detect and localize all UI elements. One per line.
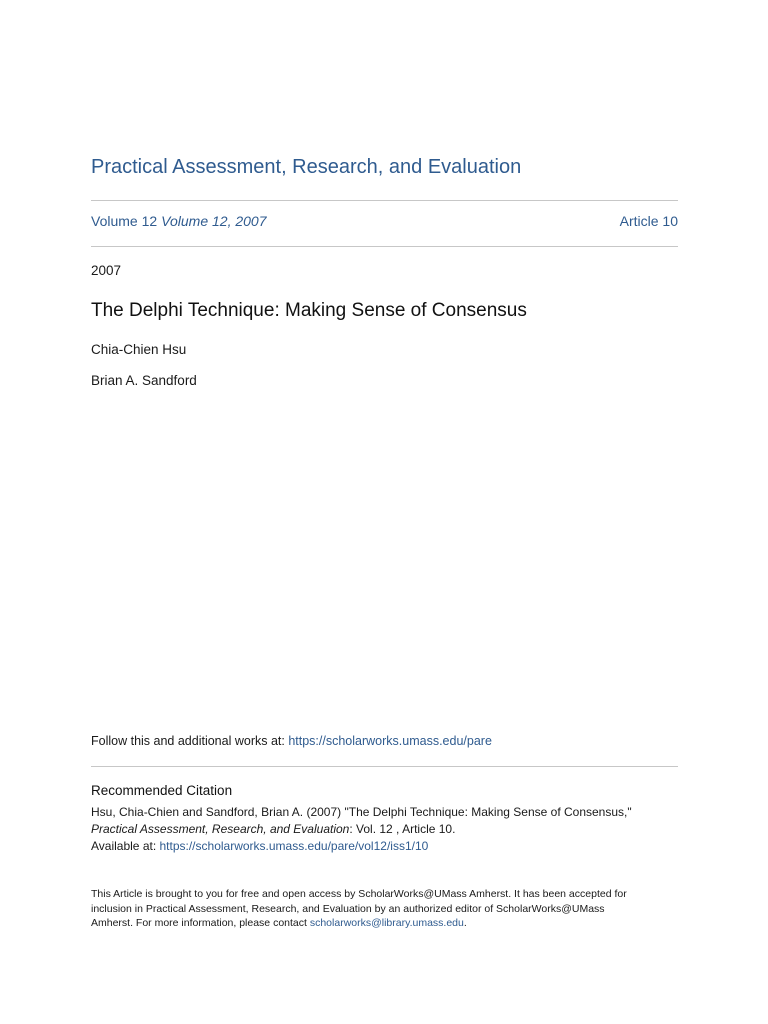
citation-line: Hsu, Chia-Chien and Sandford, Brian A. (2007) "The Delphi Technique: Making Sense of Consensus," [91, 805, 632, 819]
citation-line [91, 821, 678, 838]
article-number-link[interactable]: Article 10 [619, 213, 678, 229]
access-notice [91, 887, 678, 931]
notice-contact-text: Amherst. For more information, please contact [91, 917, 310, 929]
citation-body [91, 804, 678, 855]
author-name: Chia-Chien Hsu [91, 342, 187, 357]
citation-heading: Recommended Citation [91, 783, 233, 798]
available-label: Available at: [91, 839, 160, 853]
citation-volume: : Vol. 12 , Article 10. [349, 822, 456, 836]
follow-text: Follow this and additional works at: [91, 734, 289, 748]
author-name: Brian A. Sandford [91, 373, 197, 388]
available-link[interactable]: https://scholarworks.umass.edu/pare/vol12/iss1/10 [159, 839, 429, 853]
cover-page [91, 0, 678, 1024]
notice-line: inclusion in Practical Assessment, Research, and Evaluation by an authorized editor of ScholarWorks@UMass [91, 902, 605, 915]
publication-year: 2007 [91, 263, 122, 278]
article-title: The Delphi Technique: Making Sense of Consensus [91, 300, 527, 321]
contact-email-link[interactable]: scholarworks@library.umass.edu [309, 917, 464, 929]
divider [91, 766, 678, 767]
volume-row [91, 213, 678, 229]
journal-title-link[interactable]: Practical Assessment, Research, and Evaluation [91, 156, 522, 178]
citation-journal: Practical Assessment, Research, and Evaluation [91, 822, 350, 836]
notice-end: . [463, 917, 467, 929]
citation-line [91, 838, 678, 855]
divider [91, 200, 678, 201]
follow-line [91, 734, 492, 748]
notice-line [91, 916, 678, 931]
volume-issue-link[interactable]: Volume 12, 2007 [161, 213, 267, 229]
follow-link[interactable]: https://scholarworks.umass.edu/pare [288, 734, 492, 748]
notice-line: This Article is brought to you for free and open access by ScholarWorks@UMass Amherst. It has been accepted for [91, 888, 627, 900]
volume-link[interactable]: Volume 12 [91, 213, 158, 229]
divider [91, 246, 678, 247]
